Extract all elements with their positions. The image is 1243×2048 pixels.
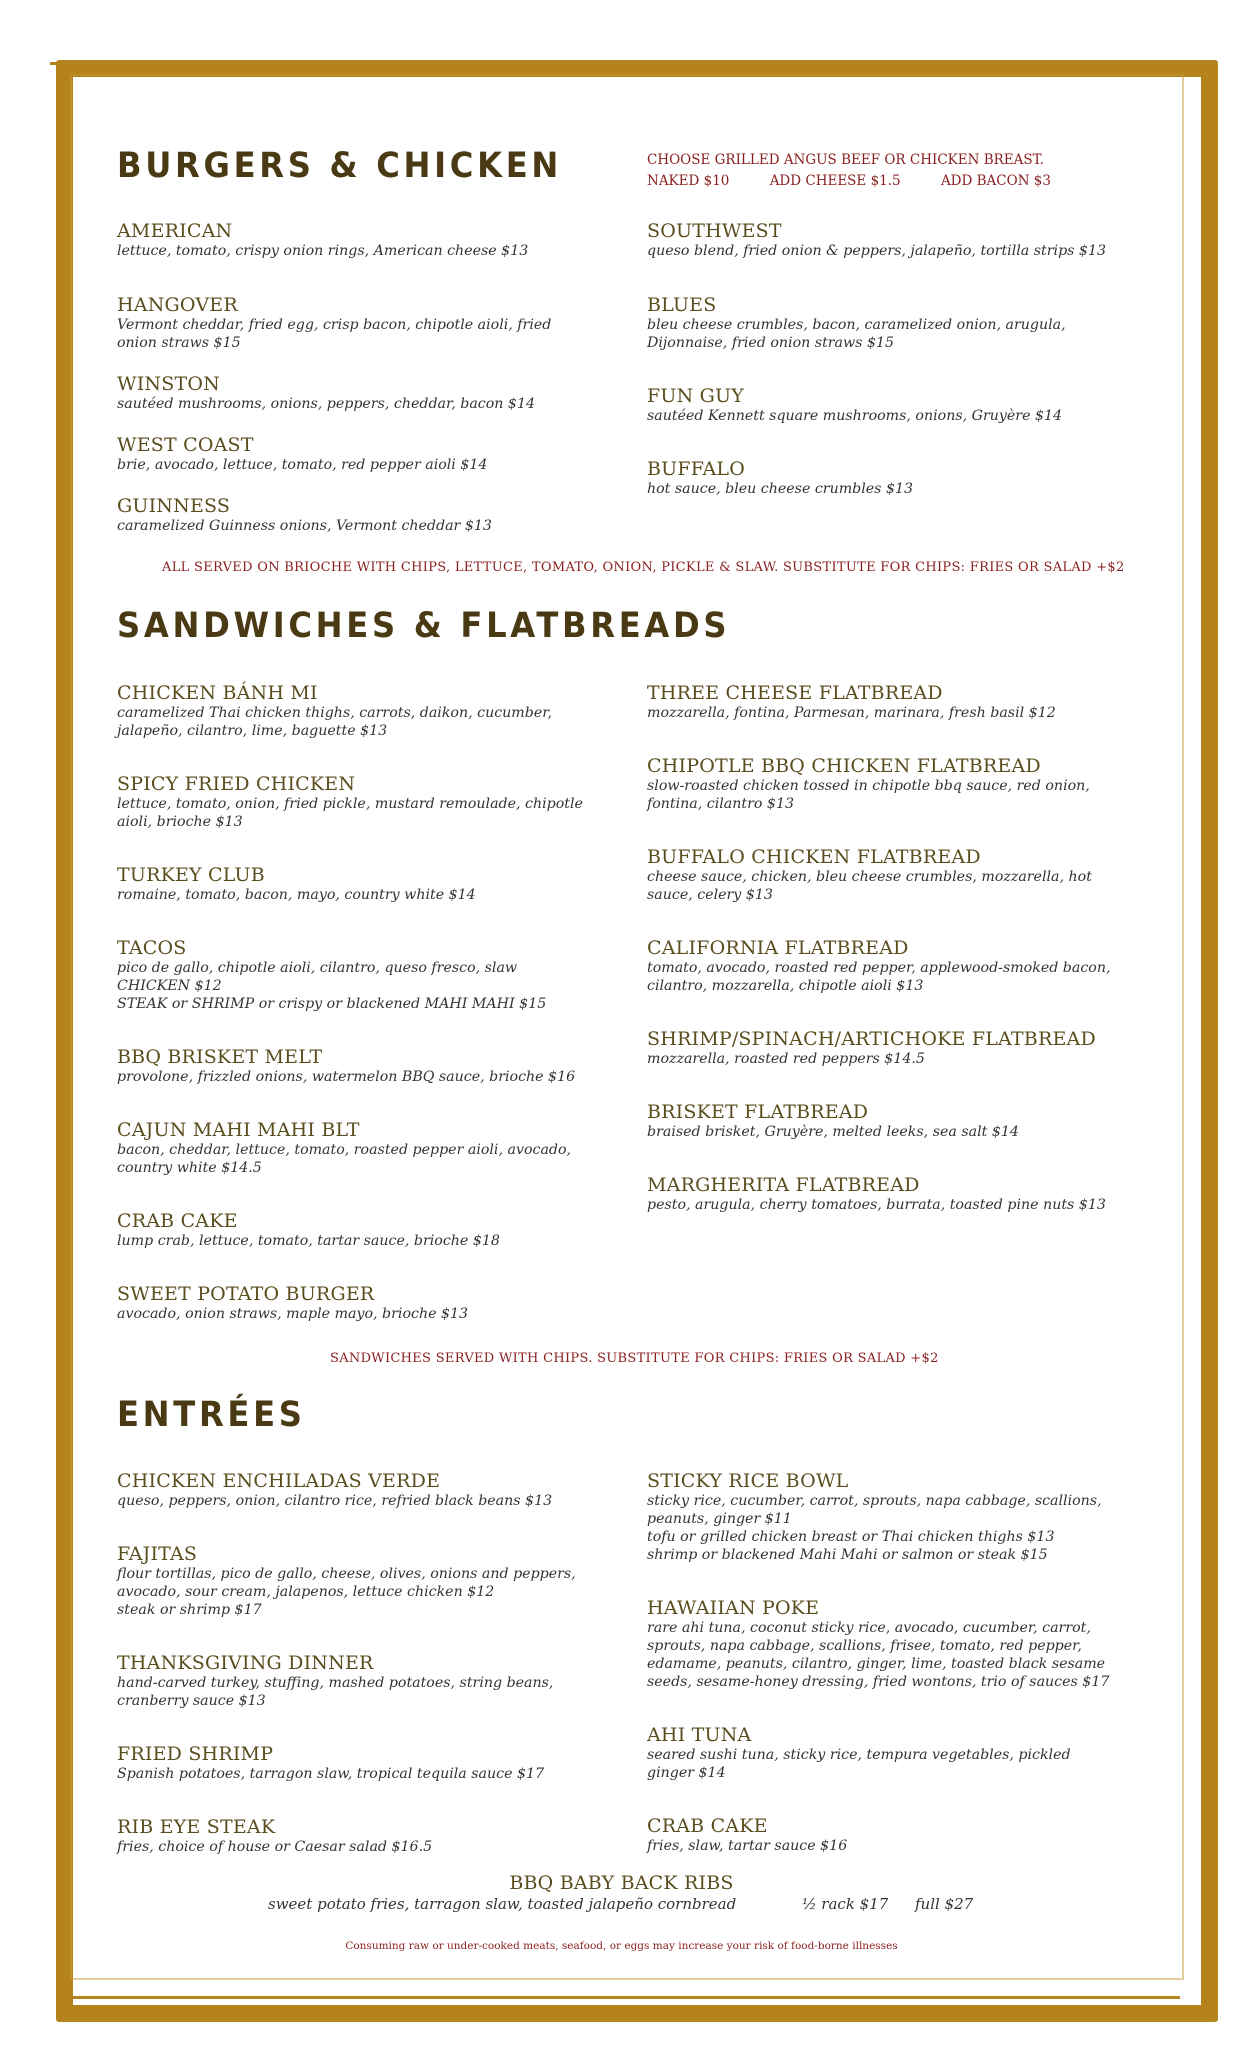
menu-item-desc-line: edamame, peanuts, cilantro, ginger, lime, toasted black sesame	[647, 1656, 1106, 1672]
menu-item-desc-line: pesto, arugula, cherry tomatoes, burrata, toasted pine nuts $13	[647, 1197, 1106, 1213]
menu-item-desc-line: sautéed Kennett square mushrooms, onions, Gruyère $14	[647, 408, 1063, 424]
menu-item-desc	[117, 395, 597, 413]
menu-item-name: CHICKEN BÁNH MI	[117, 682, 318, 704]
menu-item-desc	[117, 1232, 597, 1250]
menu-item-desc	[647, 1123, 1127, 1141]
menu-item-desc	[117, 1068, 597, 1086]
menu-item-desc-line: sautéed mushrooms, onions, peppers, cheddar, bacon $14	[117, 396, 536, 412]
menu-item	[647, 385, 1127, 425]
menu-item-desc-line: braised brisket, Gruyère, melted leeks, sea salt $14	[647, 1124, 1019, 1140]
menu-item	[117, 1046, 597, 1086]
menu-item-desc-line: mozzarella, roasted red peppers $14.5	[647, 1051, 925, 1067]
menu-item-name: CRAB CAKE	[117, 1210, 238, 1232]
menu-item-desc	[117, 886, 597, 904]
menu-item-desc-line: STEAK or SHRIMP or crispy or blackened MAHI MAHI $15	[117, 996, 547, 1012]
menu-item-desc-line: hot sauce, bleu cheese crumbles $13	[647, 481, 914, 497]
menu-item	[117, 1543, 597, 1619]
menu-item-desc-line: caramelized Guinness onions, Vermont cheddar $13	[117, 518, 492, 534]
menu-item-desc-line: bleu cheese crumbles, bacon, caramelized onion, arugula,	[647, 317, 1066, 333]
menu-item-name: CHIPOTLE BBQ CHICKEN FLATBREAD	[647, 755, 1041, 777]
menu-item	[117, 1470, 597, 1510]
menu-item-name: THREE CHEESE FLATBREAD	[647, 682, 943, 704]
menu-item-desc-line: seeds, sesame-honey dressing, fried wontons, trio of sauces $17	[647, 1674, 1110, 1690]
option-naked: NAKED $10	[647, 173, 730, 189]
menu-item-desc-line: slow-roasted chicken tossed in chipotle bbq sauce, red onion,	[647, 778, 1090, 794]
menu-item-name: TACOS	[117, 937, 187, 959]
menu-item-desc	[647, 1619, 1127, 1691]
menu-item	[117, 294, 597, 352]
menu-item-name: STICKY RICE BOWL	[647, 1470, 849, 1492]
menu-item	[117, 1816, 597, 1856]
menu-item-desc	[647, 959, 1127, 995]
menu-item-desc	[117, 316, 597, 352]
menu-item-desc-line: cilantro, mozzarella, chipotle aioli $13	[647, 978, 924, 994]
menu-item-desc	[647, 868, 1127, 904]
menu-item-name: HAWAIIAN POKE	[647, 1597, 820, 1619]
border-streak	[60, 1996, 1180, 1999]
menu-item-desc	[117, 1565, 597, 1619]
menu-item-desc	[647, 316, 1127, 352]
menu-item-desc	[117, 1492, 597, 1510]
menu-item-desc	[117, 795, 597, 831]
menu-item-desc-line: shrimp or blackened Mahi Mahi or salmon or steak $15	[647, 1547, 1048, 1563]
menu-item-name: BRISKET FLATBREAD	[647, 1101, 869, 1123]
menu-item-desc-line: flour tortillas, pico de gallo, cheese, olives, onions and peppers,	[117, 1566, 576, 1582]
menu-item-desc-line: lettuce, tomato, onion, fried pickle, mustard remoulade, chipotle	[117, 796, 583, 812]
menu-item-desc	[647, 777, 1127, 813]
menu-item-desc-line: lump crab, lettuce, tomato, tartar sauce, brioche $18	[117, 1233, 500, 1249]
menu-item	[647, 1174, 1127, 1214]
menu-item	[117, 495, 597, 535]
burger-note-options	[647, 171, 1087, 192]
menu-item-desc-line: rare ahi tuna, coconut sticky rice, avocado, cucumber, carrot,	[647, 1620, 1091, 1636]
menu-item-desc-line: mozzarella, fontina, Parmesan, marinara, fresh basil $12	[647, 705, 1056, 721]
menu-item-desc-line: ginger $14	[647, 1765, 726, 1781]
menu-item-name: TURKEY CLUB	[117, 864, 265, 886]
menu-item	[647, 937, 1127, 995]
menu-item-name: FAJITAS	[117, 1543, 198, 1565]
menu-item-desc-line: caramelized Thai chicken thighs, carrots, daikon, cucumber,	[117, 705, 552, 721]
menu-item-desc	[117, 242, 597, 260]
menu-item	[117, 1119, 597, 1177]
menu-item-desc-line: lettuce, tomato, crispy onion rings, American cheese $13	[117, 243, 529, 259]
menu-item-desc	[647, 1050, 1127, 1068]
menu-item-name: SOUTHWEST	[647, 220, 782, 242]
menu-item	[117, 373, 597, 413]
menu-item	[117, 1743, 597, 1783]
menu-item-name: MARGHERITA FLATBREAD	[647, 1174, 920, 1196]
menu-item-name: SPICY FRIED CHICKEN	[117, 773, 356, 795]
menu-item-desc-line: peanuts, ginger $11	[647, 1511, 792, 1527]
menu-item-desc-line: sauce, celery $13	[647, 887, 773, 903]
menu-item-name: WEST COAST	[117, 434, 254, 456]
menu-item-desc: sweet potato fries, tarragon slaw, toasted jalapeño cornbread	[268, 1895, 737, 1913]
menu-item-desc-line: romaine, tomato, bacon, mayo, country white $14	[117, 887, 476, 903]
menu-item-name: THANKSGIVING DINNER	[117, 1652, 374, 1674]
burger-options-note	[647, 150, 1087, 192]
menu-item-desc-line: avocado, sour cream, jalapenos, lettuce chicken $12	[117, 1584, 495, 1600]
menu-item-desc-line: sprouts, napa cabbage, scallions, frisee, tomato, red pepper,	[647, 1638, 1082, 1654]
section-heading-sandwiches: SANDWICHES & FLATBREADS	[117, 606, 731, 646]
menu-item-desc	[647, 1746, 1127, 1782]
menu-item-desc-line: hand-carved turkey, stuffing, mashed potatoes, string beans,	[117, 1675, 554, 1691]
menu-item-name: BBQ BABY BACK RIBS	[509, 1872, 734, 1894]
menu-item	[647, 682, 1127, 722]
menu-item-name: BBQ BRISKET MELT	[117, 1046, 323, 1068]
menu-item	[647, 1028, 1127, 1068]
menu-item	[117, 937, 597, 1013]
menu-item-name: HANGOVER	[117, 294, 238, 316]
section-heading-burgers: BURGERS & CHICKEN	[117, 146, 563, 186]
bbq-ribs-item	[0, 1872, 1243, 1894]
menu-item-name: AMERICAN	[117, 220, 233, 242]
menu-item-desc	[647, 704, 1127, 722]
option-add-bacon: ADD BACON $3	[940, 173, 1051, 189]
menu-item-desc	[647, 407, 1127, 425]
menu-item-desc-line: tofu or grilled chicken breast or Thai chicken thighs $13	[647, 1529, 1055, 1545]
price-full-rack: full $27	[915, 1895, 974, 1913]
menu-item	[647, 294, 1127, 352]
menu-item	[117, 1210, 597, 1250]
menu-item	[117, 434, 597, 474]
price-half-rack: ½ rack $17	[802, 1895, 889, 1913]
menu-item	[647, 1815, 1127, 1855]
menu-item	[117, 864, 597, 904]
menu-item	[647, 1470, 1127, 1564]
menu-item-desc-line: queso blend, fried onion & peppers, jalapeño, tortilla strips $13	[647, 243, 1107, 259]
sandwiches-footer-note: SANDWICHES SERVED WITH CHIPS. SUBSTITUTE FOR CHIPS: FRIES OR SALAD +$2	[330, 1351, 939, 1366]
menu-item-desc	[647, 1196, 1127, 1214]
menu-item-desc	[117, 1838, 597, 1856]
menu-item	[647, 220, 1127, 260]
menu-item-desc-line: Vermont cheddar, fried egg, crisp bacon, chipotle aioli, fried	[117, 317, 552, 333]
option-add-cheese: ADD CHEESE $1.5	[769, 173, 901, 189]
menu-item	[647, 458, 1127, 498]
menu-item	[117, 1652, 597, 1710]
menu-item	[117, 220, 597, 260]
menu-item-desc-line: Dijonnaise, fried onion straws $15	[647, 335, 895, 351]
menu-item-desc	[117, 1305, 597, 1323]
menu-item	[117, 682, 597, 740]
menu-item	[647, 846, 1127, 904]
menu-item	[117, 1283, 597, 1323]
menu-item	[647, 755, 1127, 813]
menu-item-desc	[117, 517, 597, 535]
menu-item-name: SWEET POTATO BURGER	[117, 1283, 375, 1305]
menu-item-desc-line: onion straws $15	[117, 335, 241, 351]
menu-item-desc-line: fries, slaw, tartar sauce $16	[647, 1838, 848, 1854]
menu-item-desc-line: Spanish potatoes, tarragon slaw, tropical tequila sauce $17	[117, 1766, 545, 1782]
menu-item-desc-line: pico de gallo, chipotle aioli, cilantro, queso fresco, slaw	[117, 960, 518, 976]
menu-item-desc-line: seared sushi tuna, sticky rice, tempura vegetables, pickled	[647, 1747, 1071, 1763]
menu-item-desc-line: aioli, brioche $13	[117, 814, 243, 830]
menu-item	[647, 1101, 1127, 1141]
menu-item-name: BLUES	[647, 294, 717, 316]
menu-item-desc	[117, 1141, 597, 1177]
menu-item-desc	[647, 480, 1127, 498]
menu-item-desc-line: provolone, frizzled onions, watermelon BBQ sauce, brioche $16	[117, 1069, 576, 1085]
menu-item-desc-line: sticky rice, cucumber, carrot, sprouts, napa cabbage, scallions,	[647, 1493, 1102, 1509]
menu-item-name: WINSTON	[117, 373, 220, 395]
menu-item-name: FUN GUY	[647, 385, 744, 407]
menu-item-desc-line: fontina, cilantro $13	[647, 796, 795, 812]
menu-item-desc-line: tomato, avocado, roasted red pepper, applewood-smoked bacon,	[647, 960, 1111, 976]
border-streak	[50, 62, 1180, 65]
menu-item-desc-line: jalapeño, cilantro, lime, baguette $13	[117, 723, 388, 739]
menu-item-desc	[117, 959, 597, 1013]
menu-item-name: BUFFALO CHICKEN FLATBREAD	[647, 846, 981, 868]
menu-item-desc-line: fries, choice of house or Caesar salad $16.5	[117, 1839, 433, 1855]
menu-item-name: CALIFORNIA FLATBREAD	[647, 937, 909, 959]
menu-item-desc-line: bacon, cheddar, lettuce, tomato, roasted pepper aioli, avocado,	[117, 1142, 572, 1158]
food-safety-disclaimer: Consuming raw or under-cooked meats, seafood, or eggs may increase your risk of food-borne illnesses	[345, 1940, 898, 1952]
menu-item-desc	[117, 704, 597, 740]
menu-item-name: AHI TUNA	[647, 1724, 752, 1746]
menu-item-desc-line: queso, peppers, onion, cilantro rice, refried black beans $13	[117, 1493, 553, 1509]
menu-item-desc	[117, 1674, 597, 1710]
menu-item-desc-line: avocado, onion straws, maple mayo, brioche $13	[117, 1306, 469, 1322]
menu-item-desc	[117, 456, 597, 474]
menu-item-desc	[647, 1837, 1127, 1855]
menu-item-desc-line: CHICKEN $12	[117, 978, 222, 994]
menu-item-name: CAJUN MAHI MAHI BLT	[117, 1119, 360, 1141]
menu-item	[647, 1597, 1127, 1691]
menu-item-desc-line: cranberry sauce $13	[117, 1693, 266, 1709]
burger-note-line: CHOOSE GRILLED ANGUS BEEF OR CHICKEN BREAST.	[647, 152, 1044, 168]
menu-item-desc-line: steak or shrimp $17	[117, 1602, 262, 1618]
menu-item-desc-line: brie, avocado, lettuce, tomato, red pepper aioli $14	[117, 457, 488, 473]
section-heading-entrees: ENTRÉES	[117, 1395, 306, 1435]
menu-item-name: CRAB CAKE	[647, 1815, 768, 1837]
menu-item-name: FRIED SHRIMP	[117, 1743, 274, 1765]
menu-item-name: BUFFALO	[647, 458, 746, 480]
menu-item-desc	[647, 1492, 1127, 1564]
menu-item-desc-line: cheese sauce, chicken, bleu cheese crumbles, mozzarella, hot	[647, 869, 1092, 885]
menu-item-name: GUINNESS	[117, 495, 231, 517]
menu-item	[117, 773, 597, 831]
menu-item-desc-line: country white $14.5	[117, 1160, 262, 1176]
menu-item	[647, 1724, 1127, 1782]
menu-item-name: RIB EYE STEAK	[117, 1816, 276, 1838]
menu-item-desc	[647, 242, 1127, 260]
menu-item-name: SHRIMP/SPINACH/ARTICHOKE FLATBREAD	[647, 1028, 1096, 1050]
menu-item-desc	[117, 1765, 597, 1783]
menu-item-name: CHICKEN ENCHILADAS VERDE	[117, 1470, 441, 1492]
burgers-footer-note: ALL SERVED ON BRIOCHE WITH CHIPS, LETTUCE, TOMATO, ONION, PICKLE & SLAW. SUBSTITUTE FOR CHIPS: FRIES OR SALAD +$2	[162, 560, 1125, 575]
